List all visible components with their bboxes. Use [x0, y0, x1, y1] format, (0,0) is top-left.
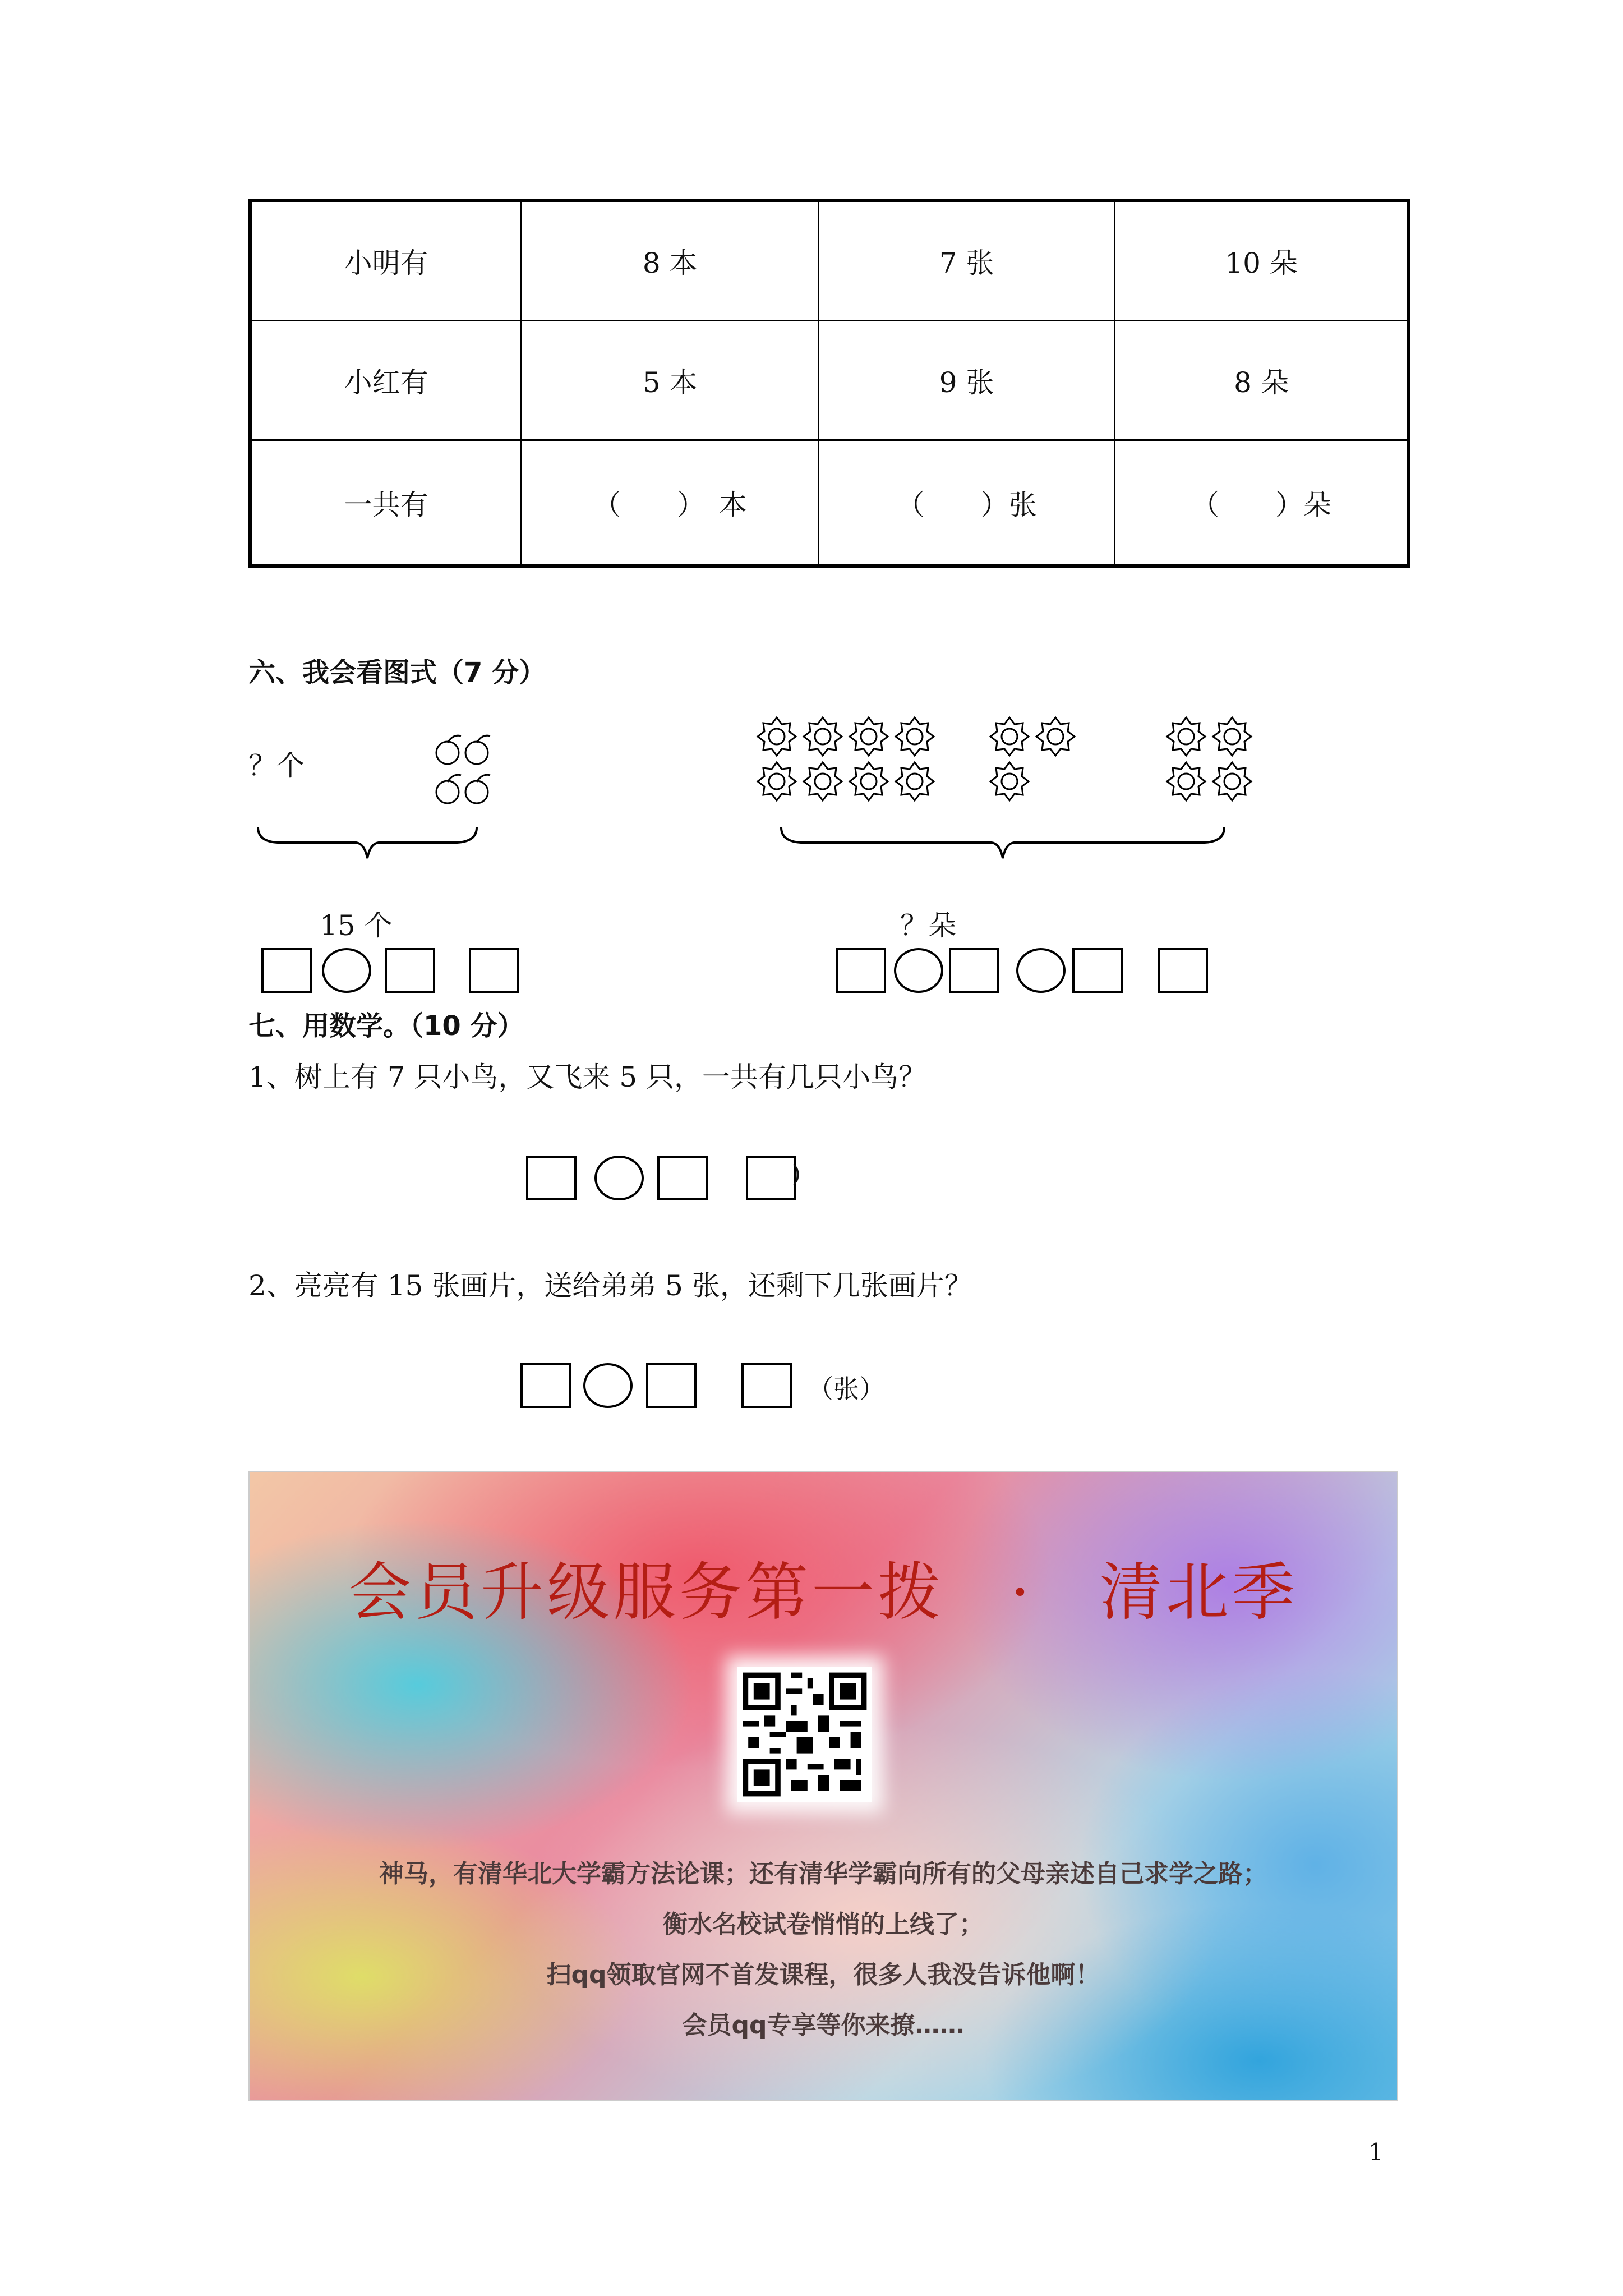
banner-line: 神马，有清华北大学霸方法论课；还有清华学霸向所有的父母亲述自己求学之路；: [379, 1860, 1267, 1888]
answer-box[interactable]: [1072, 948, 1123, 993]
answer-box[interactable]: [646, 1363, 697, 1408]
table-row: [250, 440, 1409, 567]
result-box[interactable]: [741, 1363, 792, 1408]
section6-heading: 六、我会看图式（7 分）: [248, 657, 546, 688]
flowers-icon: [754, 711, 1287, 807]
banner-line: 衡水名校试卷悄悄的上线了；: [663, 1910, 984, 1939]
answer-box[interactable]: [949, 948, 999, 993]
left-total-label: 15 个: [320, 909, 393, 942]
operator-circle[interactable]: [322, 948, 371, 993]
right-brace: [778, 825, 1227, 869]
question-1: 1、树上有 7 只小鸟，又飞来 5 只，一共有几只小鸟？: [248, 1061, 927, 1093]
right-question-label: ？朵: [900, 909, 956, 942]
left-question-label: ？个: [248, 749, 305, 782]
question-2: 2、亮亮有 15 张画片，送给弟弟 5 张，还剩下几张画片？: [248, 1269, 972, 1302]
books-answer-cell[interactable]: （ ） 本: [522, 440, 819, 567]
apples-icon: [432, 729, 499, 813]
left-brace: [255, 825, 479, 869]
cards-answer-cell[interactable]: （ ）张: [819, 440, 1115, 567]
banner-line: 会员qq专享等你来撩……: [682, 2011, 965, 2040]
page-number: 1: [1368, 2138, 1384, 2166]
result-box[interactable]: [1158, 948, 1208, 993]
answer-box[interactable]: [836, 948, 886, 993]
summary-table: [248, 199, 1410, 568]
operator-circle[interactable]: [1016, 948, 1066, 993]
qr-code[interactable]: [737, 1667, 872, 1802]
promo-banner[interactable]: [248, 1471, 1398, 2101]
answer-box[interactable]: [261, 948, 312, 993]
flowers-cell: 8 朵: [1115, 321, 1409, 440]
row-label: 小红有: [250, 321, 522, 440]
answer-box[interactable]: [520, 1363, 571, 1408]
operator-circle[interactable]: [894, 948, 943, 993]
table-row: [250, 200, 1409, 321]
books-cell: 5 本: [522, 321, 819, 440]
row-label: 小明有: [250, 200, 522, 321]
banner-line: 扫qq领取官网不首发课程，很多人我没告诉他啊！: [546, 1961, 1100, 1989]
result-box[interactable]: [469, 948, 519, 993]
qr-code-icon: [737, 1667, 872, 1802]
flowers-cell: 10 朵: [1115, 200, 1409, 321]
section7-heading: 七、用数学。（10 分）: [248, 1010, 524, 1042]
books-cell: 8 本: [522, 200, 819, 321]
table-row: [250, 321, 1409, 440]
unit-label: （张）: [808, 1374, 885, 1404]
cards-cell: 9 张: [819, 321, 1115, 440]
row-label: 一共有: [250, 440, 522, 567]
result-box[interactable]: [746, 1156, 796, 1200]
answer-box[interactable]: [657, 1156, 708, 1200]
answer-box[interactable]: [526, 1156, 577, 1200]
unit-label: ): [792, 1161, 801, 1187]
operator-circle[interactable]: [583, 1363, 633, 1408]
operator-circle[interactable]: [594, 1156, 644, 1200]
flowers-answer-cell[interactable]: （ ）朵: [1115, 440, 1409, 567]
cards-cell: 7 张: [819, 200, 1115, 321]
answer-box[interactable]: [385, 948, 435, 993]
banner-title: 会员升级服务第一拨 · 清北季: [348, 1556, 1298, 1629]
